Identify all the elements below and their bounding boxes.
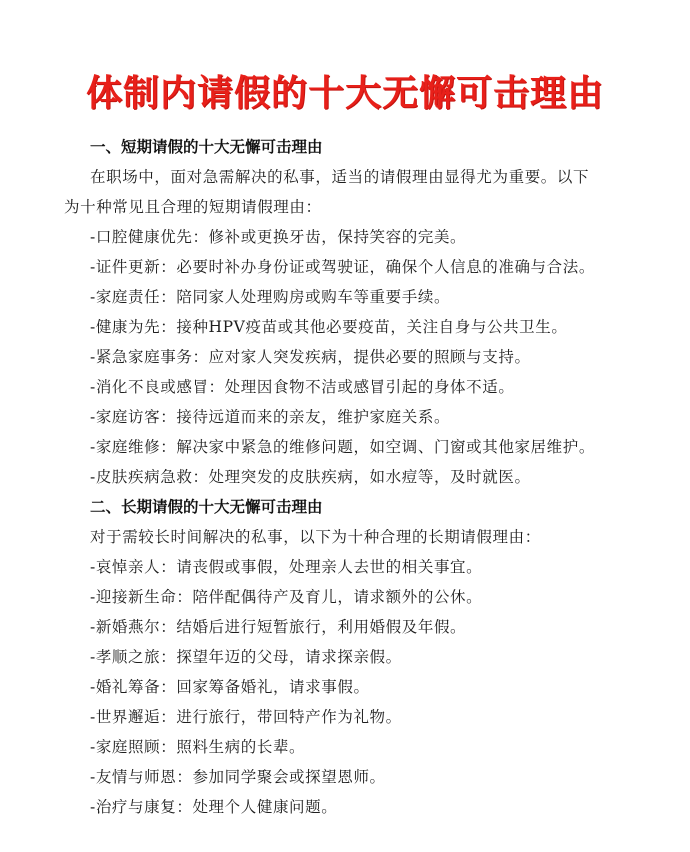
section-2-item: -婚礼筹备：回家筹备婚礼，请求事假。 [90,678,370,696]
section-1-item: -紧急家庭事务：应对家人突发疾病，提供必要的照顾与支持。 [90,348,531,366]
section-1-item: -健康为先：接种HPV疫苗或其他必要疫苗，关注自身与公共卫生。 [90,318,568,336]
section-1-item: -口腔健康优先：修补或更换牙齿，保持笑容的完美。 [90,228,467,246]
section-2-item: -世界邂逅：进行旅行，带回特产作为礼物。 [90,708,402,726]
section-2-item: -迎接新生命：陪伴配偶待产及育儿，请求额外的公休。 [90,588,483,606]
document-body [64,132,664,822]
section-2-intro: 对于需较长时间解决的私事，以下为十种合理的长期请假理由： [90,528,541,546]
section-2-heading: 二、长期请假的十大无懈可击理由 [90,498,323,516]
section-1-item: -消化不良或感冒：处理因食物不洁或感冒引起的身体不适。 [90,378,515,396]
section-2-item: -友情与师恩：参加同学聚会或探望恩师。 [90,768,386,786]
document-title: 体制内请假的十大无懈可击理由 [85,72,604,114]
section-1-item: -家庭维修：解决家中紧急的维修问题，如空调、门窗或其他家居维护。 [90,438,595,456]
section-1-item: -皮肤疾病急救：处理突发的皮肤疾病，如水痘等，及时就医。 [90,468,531,486]
section-2-item: -新婚燕尔：结婚后进行短暂旅行，利用婚假及年假。 [90,618,467,636]
section-1-intro-line-1: 在职场中，面对急需解决的私事，适当的请假理由显得尤为重要。以下 [90,168,590,186]
section-1-intro-line-2: 为十种常见且合理的短期请假理由： [64,198,322,216]
section-2-item: -孝顺之旅：探望年迈的父母，请求探亲假。 [90,648,402,666]
section-1-item: -证件更新：必要时补办身份证或驾驶证，确保个人信息的准确与合法。 [90,258,595,276]
section-1-item: -家庭访客：接待远道而来的亲友，维护家庭关系。 [90,408,451,426]
section-2-item: -治疗与康复：处理个人健康问题。 [90,798,338,816]
section-1-item: -家庭责任：陪同家人处理购房或购车等重要手续。 [90,288,451,306]
section-2-item: -家庭照顾：照料生病的长辈。 [90,738,306,756]
section-1-heading: 一、短期请假的十大无懈可击理由 [90,138,323,156]
section-2-item: -哀悼亲人：请丧假或事假，处理亲人去世的相关事宜。 [90,558,483,576]
